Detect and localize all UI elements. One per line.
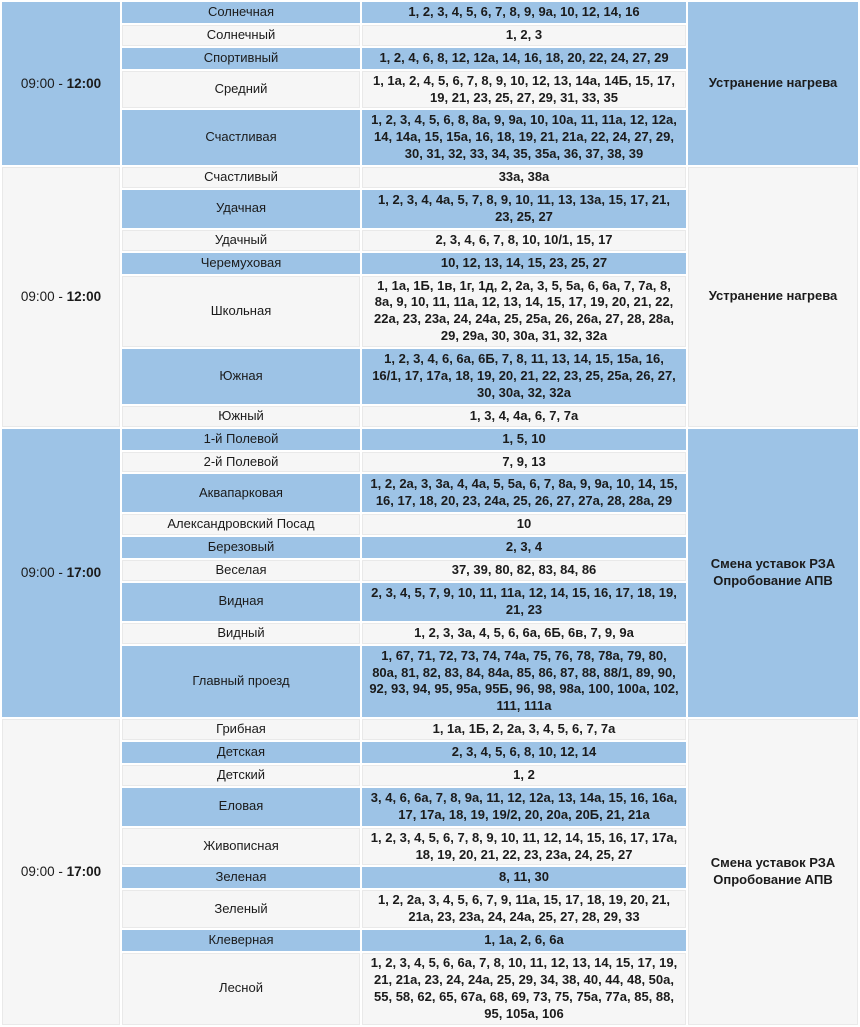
houses-cell: 2, 3, 4, 5, 6, 8, 10, 12, 14 xyxy=(362,742,686,763)
street-cell: Южная xyxy=(122,349,360,404)
houses-cell: 1, 3, 4, 4а, 6, 7, 7а xyxy=(362,406,686,427)
time-range-start: 09:00 - xyxy=(20,75,67,91)
street-cell: Счастливый xyxy=(122,167,360,188)
houses-cell: 8, 11, 30 xyxy=(362,867,686,888)
reason-line: Устранение нагрева xyxy=(708,288,838,304)
houses-cell: 1, 2, 2а, 3, 4, 5, 6, 7, 9, 11а, 15, 17, 18, 19, 20, 21, 21а, 23, 23а, 24, 24а, 25, 27, 28, 29, 33 xyxy=(362,890,686,928)
houses-cell: 2, 3, 4 xyxy=(362,537,686,558)
houses-cell: 1, 2, 3, 4, 5, 6, 8, 8а, 9, 9а, 10, 10а, 11, 11а, 12, 12а, 14, 14а, 15, 15а, 16, 18, 19, 21, 21а, 22, 24, 27, 29, 30, 31, 32, 33, 34, 35, 35а, 36, 37, 38, 39 xyxy=(362,110,686,165)
reason-cell xyxy=(688,167,858,427)
houses-cell: 1, 2, 4, 6, 8, 12, 12а, 14, 16, 18, 20, 22, 24, 27, 29 xyxy=(362,48,686,69)
street-cell: Еловая xyxy=(122,788,360,826)
street-cell: 1-й Полевой xyxy=(122,429,360,450)
street-cell: Видный xyxy=(122,623,360,644)
street-cell: Детская xyxy=(122,742,360,763)
street-cell: Солнечный xyxy=(122,25,360,46)
street-cell: Счастливая xyxy=(122,110,360,165)
houses-cell: 10 xyxy=(362,514,686,535)
time-range-start: 09:00 - xyxy=(20,864,67,880)
street-cell: Александровский Посад xyxy=(122,514,360,535)
street-cell: Аквапарковая xyxy=(122,474,360,512)
reason-line: Смена уставок РЗА xyxy=(710,854,836,870)
time-cell xyxy=(2,719,120,1024)
street-cell: Березовый xyxy=(122,537,360,558)
time-cell xyxy=(2,2,120,165)
houses-cell: 1, 1а, 1Б, 2, 2а, 3, 4, 5, 6, 7, 7а xyxy=(362,719,686,740)
street-cell: Зеленый xyxy=(122,890,360,928)
street-cell: Удачный xyxy=(122,230,360,251)
street-cell: Детский xyxy=(122,765,360,786)
reason-line: Устранение нагрева xyxy=(708,75,838,91)
street-cell: Грибная xyxy=(122,719,360,740)
time-range-end: 12:00 xyxy=(66,75,102,91)
street-cell: Веселая xyxy=(122,560,360,581)
street-cell: 2-й Полевой xyxy=(122,452,360,473)
houses-cell: 1, 2 xyxy=(362,765,686,786)
street-cell: Главный проезд xyxy=(122,646,360,718)
houses-cell: 10, 12, 13, 14, 15, 23, 25, 27 xyxy=(362,253,686,274)
schedule-row xyxy=(2,2,858,23)
schedule-row xyxy=(2,167,858,188)
houses-cell: 1, 2, 3, 4, 5, 6, 6а, 7, 8, 10, 11, 12, 13, 14, 15, 17, 19, 21, 21а, 23, 24, 24а, 25, 29, 34, 38, 40, 44, 48, 50а, 55, 58, 62, 65, 67а, 68, 69, 73, 75, 75а, 77а, 85, 88, 95, 105а, 106 xyxy=(362,953,686,1025)
street-cell: Средний xyxy=(122,71,360,109)
houses-cell: 1, 1а, 1Б, 1в, 1г, 1д, 2, 2а, 3, 5, 5а, 6, 6а, 7, 7а, 8, 8а, 9, 10, 11, 11а, 12, 13, 14, 15, 17, 19, 20, 21, 22, 22а, 23, 23а, 24, 24а, 25, 25а, 26, 26а, 27, 28, 28а, 29, 29а, 30, 30а, 31, 32, 32а xyxy=(362,276,686,348)
reason-cell xyxy=(688,2,858,165)
reason-line: Опробование АПВ xyxy=(713,572,833,588)
houses-cell: 1, 5, 10 xyxy=(362,429,686,450)
street-cell: Черемуховая xyxy=(122,253,360,274)
houses-cell: 33а, 38а xyxy=(362,167,686,188)
schedule-row xyxy=(2,429,858,450)
street-cell: Зеленая xyxy=(122,867,360,888)
time-range-end: 12:00 xyxy=(66,289,102,305)
houses-cell: 1, 67, 71, 72, 73, 74, 74а, 75, 76, 78, 78а, 79, 80, 80а, 81, 82, 83, 84, 84а, 85, 86, 87, 88, 88/1, 89, 90, 92, 93, 94, 95, 95а, 95Б, 96, 98, 98а, 100, 100а, 102, 111, 111а xyxy=(362,646,686,718)
schedule-row xyxy=(2,719,858,740)
street-cell: Удачная xyxy=(122,190,360,228)
houses-cell: 1, 2, 3, 4, 5, 6, 7, 8, 9, 9а, 10, 12, 14, 16 xyxy=(362,2,686,23)
houses-cell: 1, 1а, 2, 4, 5, 6, 7, 8, 9, 10, 12, 13, 14а, 14Б, 15, 17, 19, 21, 23, 25, 27, 29, 31, 33, 35 xyxy=(362,71,686,109)
street-cell: Солнечная xyxy=(122,2,360,23)
houses-cell: 3, 4, 6, 6а, 7, 8, 9а, 11, 12, 12а, 13, 14а, 15, 16, 16а, 17, 17а, 18, 19, 19/2, 20, 20а, 20Б, 21, 21а xyxy=(362,788,686,826)
reason-cell xyxy=(688,429,858,717)
houses-cell: 1, 2, 3, 4, 4а, 5, 7, 8, 9, 10, 11, 13, 13а, 15, 17, 21, 23, 25, 27 xyxy=(362,190,686,228)
street-cell: Лесной xyxy=(122,953,360,1025)
houses-cell: 7, 9, 13 xyxy=(362,452,686,473)
houses-cell: 2, 3, 4, 6, 7, 8, 10, 10/1, 15, 17 xyxy=(362,230,686,251)
time-range-end: 17:00 xyxy=(66,864,102,880)
street-cell: Видная xyxy=(122,583,360,621)
houses-cell: 1, 1а, 2, 6, 6а xyxy=(362,930,686,951)
reason-cell xyxy=(688,719,858,1024)
houses-cell: 2, 3, 4, 5, 7, 9, 10, 11, 11а, 12, 14, 15, 16, 17, 18, 19, 21, 23 xyxy=(362,583,686,621)
houses-cell: 1, 2, 2а, 3, 3а, 4, 4а, 5, 5а, 6, 7, 8а, 9, 9а, 10, 14, 15, 16, 17, 18, 20, 23, 24а, 25, 26, 27, 27а, 28, 28а, 29 xyxy=(362,474,686,512)
reason-line: Смена уставок РЗА xyxy=(710,556,836,572)
time-cell xyxy=(2,167,120,427)
time-range-start: 09:00 - xyxy=(20,289,67,305)
time-range-start: 09:00 - xyxy=(20,565,67,581)
schedule-table-body xyxy=(2,2,858,1025)
street-cell: Живописная xyxy=(122,828,360,866)
time-range-end: 17:00 xyxy=(66,565,102,581)
reason-line: Опробование АПВ xyxy=(713,871,833,887)
houses-cell: 37, 39, 80, 82, 83, 84, 86 xyxy=(362,560,686,581)
houses-cell: 1, 2, 3 xyxy=(362,25,686,46)
street-cell: Южный xyxy=(122,406,360,427)
street-cell: Спортивный xyxy=(122,48,360,69)
houses-cell: 1, 2, 3, 3а, 4, 5, 6, 6а, 6Б, 6в, 7, 9, 9а xyxy=(362,623,686,644)
houses-cell: 1, 2, 3, 4, 6, 6а, 6Б, 7, 8, 11, 13, 14, 15, 15а, 16, 16/1, 17, 17а, 18, 19, 20, 21, 22, 23, 25, 25а, 26, 27, 30, 30а, 32, 32а xyxy=(362,349,686,404)
street-cell: Клеверная xyxy=(122,930,360,951)
houses-cell: 1, 2, 3, 4, 5, 6, 7, 8, 9, 10, 11, 12, 14, 15, 16, 17, 17а, 18, 19, 20, 21, 22, 23, 23а, 24, 25, 27 xyxy=(362,828,686,866)
time-cell xyxy=(2,429,120,717)
street-cell: Школьная xyxy=(122,276,360,348)
